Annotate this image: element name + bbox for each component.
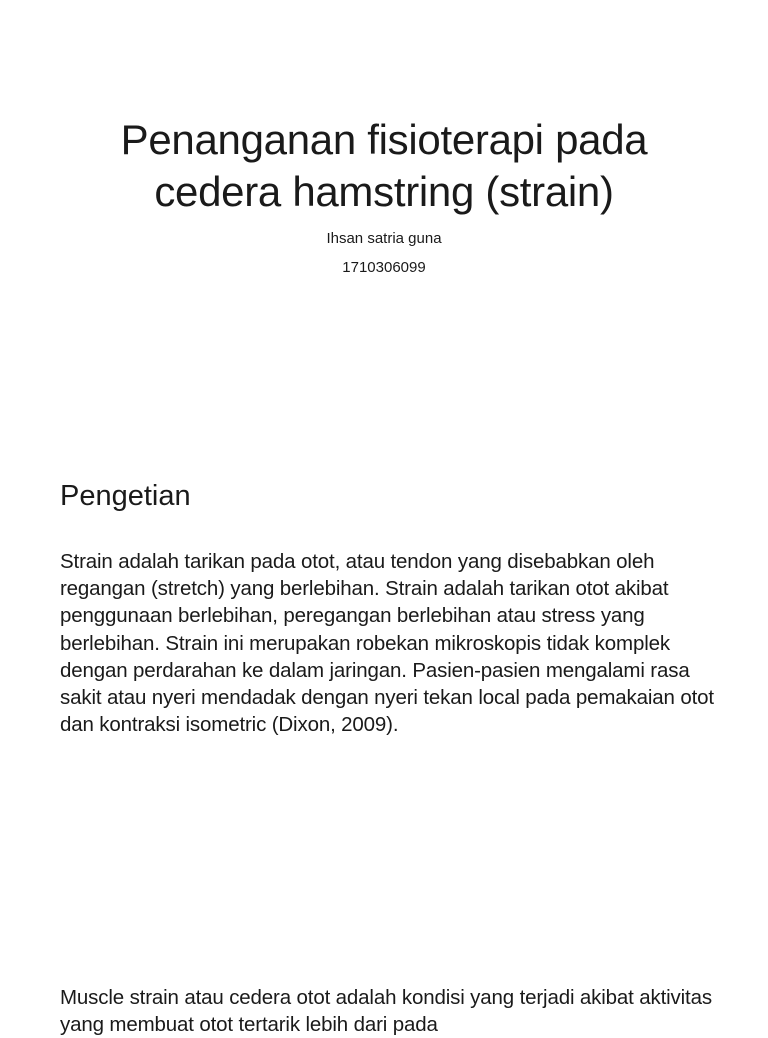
author-name: Ihsan satria guna: [326, 230, 442, 247]
slide-title-line-1: Penanganan fisioterapi pada: [120, 116, 648, 163]
slide-title-line-2: cedera hamstring (strain): [154, 168, 614, 215]
muscle-strain-slide: [0, 864, 768, 1037]
title-slide: [0, 0, 768, 432]
slide-body-text: Muscle strain atau cedera otot adalah kondisi yang terjadi akibat aktivitas yang membuat otot tertarik lebih dari pada: [60, 986, 712, 1037]
definition-slide: [0, 432, 768, 864]
slide-heading: Pengetian: [60, 480, 191, 512]
student-id: 1710306099: [342, 259, 426, 276]
slide-title: [40, 114, 728, 218]
slide-body-text: Strain adalah tarikan pada otot, atau tendon yang disebabkan oleh regangan (stretch) yang berlebihan. Strain adalah tarikan otot akibat penggunaan berlebihan, peregangan berlebihan atau stress yang berlebihan. Strain ini merupakan robekan mikroskopis tidak komplek dengan perdarahan ke dalam jaringan. Pasien-pasien mengalami rasa sakit atau nyeri mendadak dengan nyeri tekan local pada pemakaian otot dan kontraksi isometric (Dixon, 2009).: [60, 550, 714, 737]
